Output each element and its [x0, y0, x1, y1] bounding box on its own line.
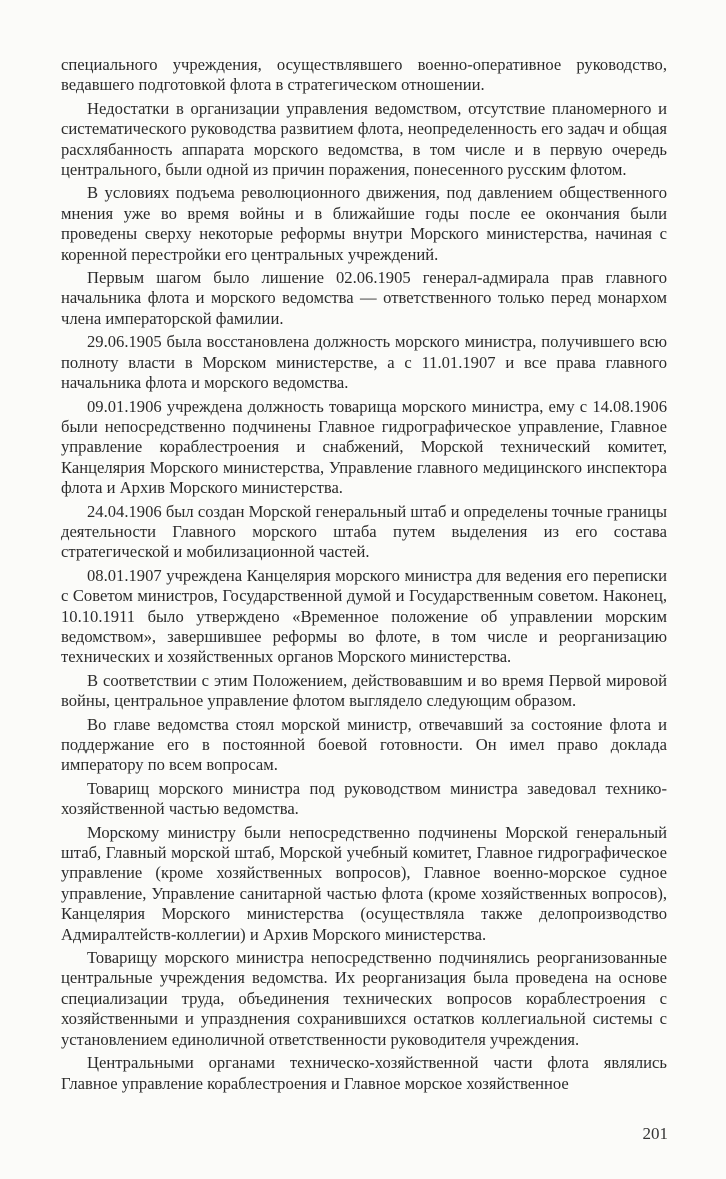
paragraph-2: Недостатки в организации управления ведомством, отсутствие планомерного и систематического руководства развитием флота, неопределенность его задач и общая расхлябанность аппарата морского ведомства, в том числе и в первую очередь центрального, были одной из причин поражения, понесенного русским флотом. — [61, 98, 667, 180]
paragraph-9: В соответствии с этим Положением, действовавшим и во время Первой мировой войны, центральное управление флотом выглядело следующим образом. — [61, 670, 667, 711]
paragraph-6: 09.01.1906 учреждена должность товарища морского министра, ему с 14.08.1906 были непосредственно подчинены Главное гидрографическое управление, Главное управление кораблестроения и снабжений, Морской технический комитет, Канцелярия Морского министерства, Управление главного медицинского инспектора флота и Архив Морского министерства. — [61, 396, 667, 498]
paragraph-8: 08.01.1907 учреждена Канцелярия морского министра для ведения его переписки с Советом министров, Государственной думой и Государственным советом. Наконец, 10.10.1911 было утверждено «Временное положение об управлении морским ведомством», завершившее реформы во флоте, в том числе и реорганизацию технических и хозяйственных органов Морского министерства. — [61, 565, 667, 667]
paragraph-3: В условиях подъема революционного движения, под давлением общественного мнения уже во время войны и в ближайшие годы после ее окончания были проведены сверху некоторые реформы внутри Морского министерства, начиная с коренной перестройки его центральных учреждений. — [61, 183, 667, 264]
paragraph-12: Морскому министру были непосредственно подчинены Морской генеральный штаб, Главный морской штаб, Морской учебный комитет, Главное гидрографическое управление (кроме хозяйственных вопросов), Главное военно-морское судное управление, Управление санитарной частью флота (кроме хозяйственных вопросов), Канцелярия Морского министерства (осуществляла также делопроизводство Адмиралтейств-коллегии) и Архив Морского министерства. — [61, 822, 667, 944]
paragraph-14: Центральными органами техническо-хозяйственной части флота являлись Главное управление кораблестроения и Главное морское хозяйственное — [61, 1053, 667, 1093]
paragraph-5: 29.06.1905 была восстановлена должность морского министра, получившего всю полноту власти в Морском министерстве, а с 11.01.1907 и все права главного начальника флота и морского ведомства. — [61, 332, 667, 393]
paragraph-13: Товарищу морского министра непосредственно подчинялись реорганизованные центральные учреждения ведомства. Их реорганизация была проведена на основе специализации труда, объединения технических вопросов кораблестроения с хозяйственными и упразднения сохранившихся остатков коллегиальной системы с установлением единоличной ответственности руководителя учреждения. — [61, 948, 667, 1049]
paragraph-7: 24.04.1906 был создан Морской генеральный штаб и определены точные границы деятельности Главного морского штаба путем выделения из его состава стратегической и мобилизационной частей. — [61, 501, 667, 562]
paragraph-1: специального учреждения, осуществлявшего военно-оперативное руководство, ведавшего подготовкой флота в стратегическом отношении. — [61, 55, 667, 95]
paragraph-4: Первым шагом было лишение 02.06.1905 генерал-адмирала прав главного начальника флота и морского ведомства — ответственного только перед монархом члена императорской фамилии. — [61, 268, 667, 328]
body-text — [61, 55, 667, 1097]
paragraph-10: Во главе ведомства стоял морской министр, отвечавший за состояние флота и поддержание его в постоянной боевой готовности. Он имел право доклада императору по всем вопросам. — [61, 714, 667, 775]
paragraph-11: Товарищ морского министра под руководством министра заведовал технико-хозяйственной частью ведомства. — [61, 778, 667, 819]
page-number: 201 — [642, 1124, 668, 1143]
